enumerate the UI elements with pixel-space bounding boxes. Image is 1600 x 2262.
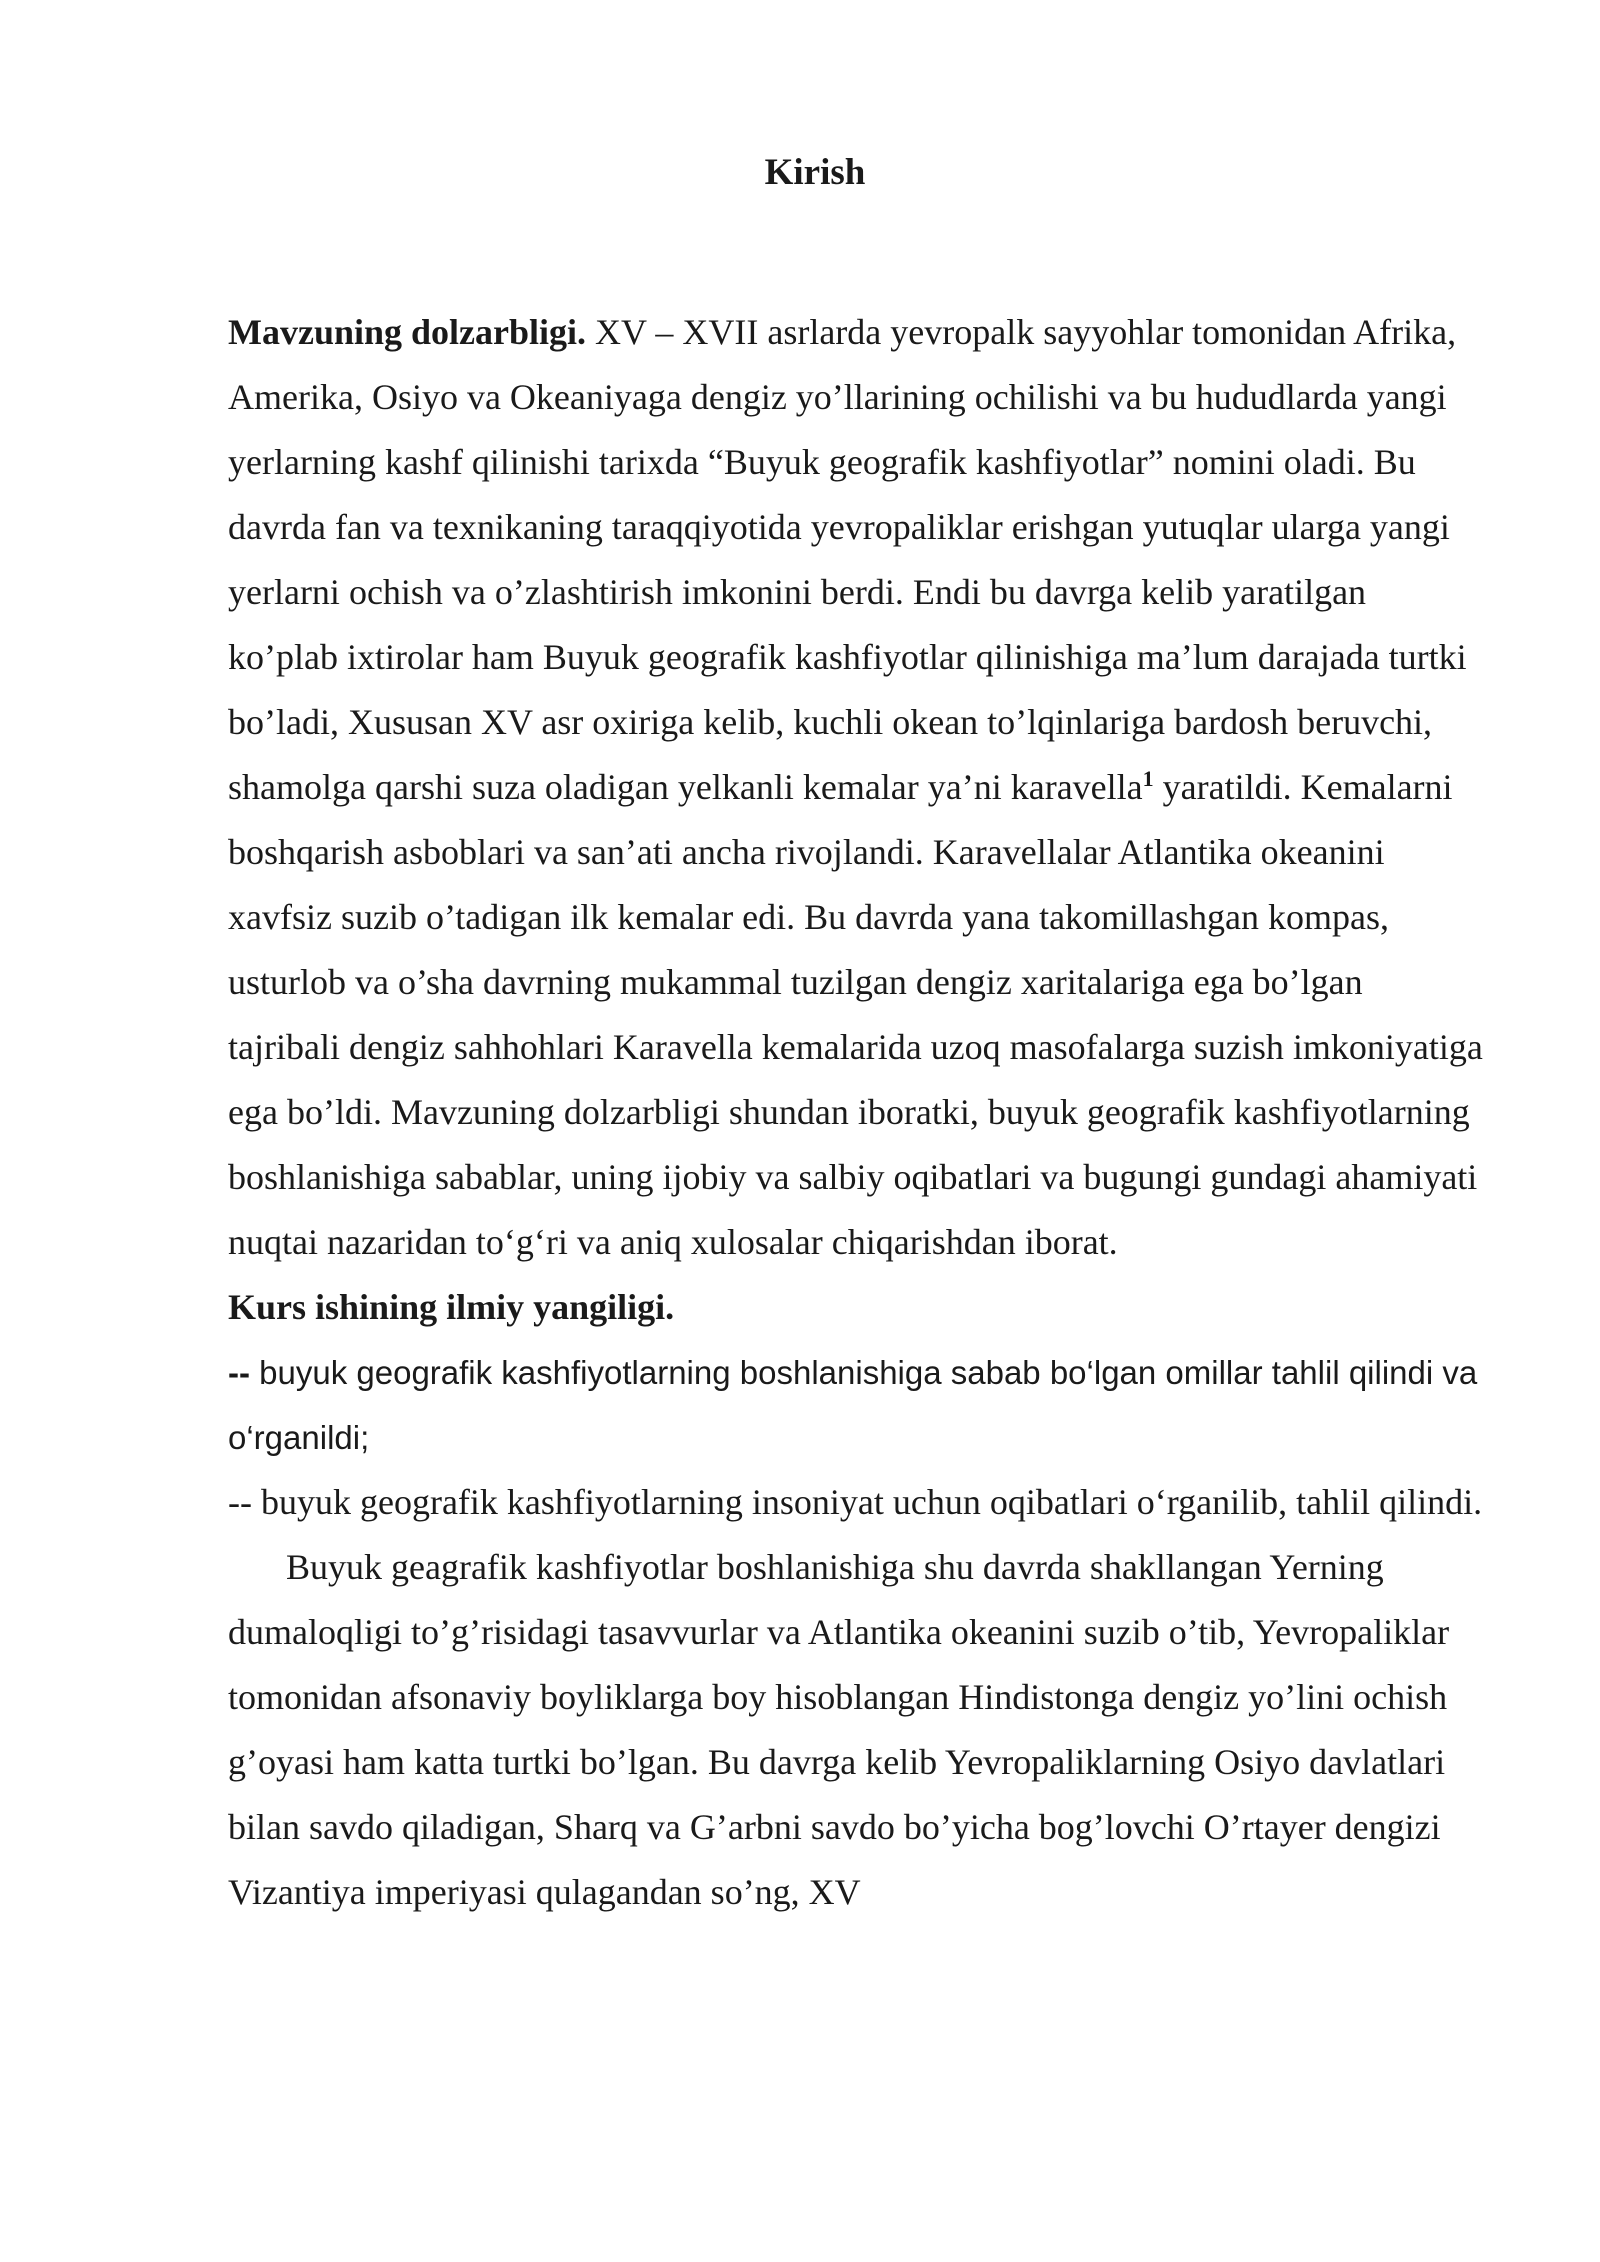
footnote-marker[interactable]: 1 [1142,766,1154,791]
novelty-item-1-text: buyuk geografik kashfiyotlarning boshlanishiga sabab bo‘lgan omillar tahlil qilindi va o‘rganildi; [228,1354,1478,1456]
page-title: Kirish [764,152,866,193]
relevance-text-b: yaratildi. Kemalarni boshqarish asboblari va san’ati ancha rivojlandi. Karavellalar Atlantika okeanini xavfsiz suzib o’tadigan ilk kemalar edi. Bu davrda yana takomillashgan kompas, usturlob va o’sha davrning mukammal tuzilgan dengiz xaritalariga ega bo’lgan tajribali dengiz sahhohlari Karavella kemalarida uzoq masofalarga suzish imkoniyatiga ega bo’ldi. Mavzuning dolzarbligi shundan iboratki, buyuk geografik kashfiyotlarning boshlanishiga sabablar, uning ijobiy va salbiy oqibatlari va bugungi gundagi ahamiyati nuqtai nazaridan to‘g‘ri va aniq xulosalar chiqarishdan iborat. [228,767,1483,1262]
novelty-item-2: -- buyuk geografik kashfiyotlarning insoniyat uchun oqibatlari o‘rganilib, tahlil qilindi. [228,1482,1483,1522]
novelty-item-1 [228,1340,1483,1470]
paragraph-relevance [228,300,1483,1275]
novelty-item-1-dash: -- [228,1354,250,1391]
relevance-text-a: XV – XVII asrlarda yevropalk sayyohlar tomonidan Afrika, Amerika, Osiyo va Okeaniyaga dengiz yo’llarining ochilishi va bu hududlarda yangi yerlarning kashf qilinishi tarixda “Buyuk geografik kashfiyotlar” nomini oladi. Bu davrda fan va texnikaning taraqqiyotida yevropaliklar erishgan yutuqlar ularga yangi yerlarni ochish va o’zlashtirish imkonini berdi. Endi bu davrga kelib yaratilgan ko’plab ixtirolar ham Buyuk geografik kashfiyotlar qilinishiga ma’lum darajada turtki bo’ladi, Xususan XV asr oxiriga kelib, kuchli okean to’lqinlariga bardosh beruvchi, shamolga qarshi suza oladigan yelkanli kemalar ya’ni karavella [228,312,1467,807]
paragraph-causes: Buyuk geagrafik kashfiyotlar boshlanishiga shu davrda shakllangan Yerning dumaloqligi to’g’risidagi tasavvurlar va Atlantika okeanini suzib o’tib, Yevropaliklar tomonidan afsonaviy boyliklarga boy hisoblangan Hindistonga dengiz yo’lini ochish g’oyasi ham katta turtki bo’lgan. Bu davrga kelib Yevropaliklarning Osiyo davlatlari bilan savdo qiladigan, Sharq va G’arbni savdo bo’yicha bog’lovchi O’rtayer dengizi Vizantiya imperiyasi qulagandan so’ng, XV [228,1547,1450,1912]
novelty-heading: Kurs ishining ilmiy yangiligi. [228,1287,675,1327]
document-body [228,300,1483,1925]
relevance-heading: Mavzuning dolzarbligi. [228,312,587,352]
